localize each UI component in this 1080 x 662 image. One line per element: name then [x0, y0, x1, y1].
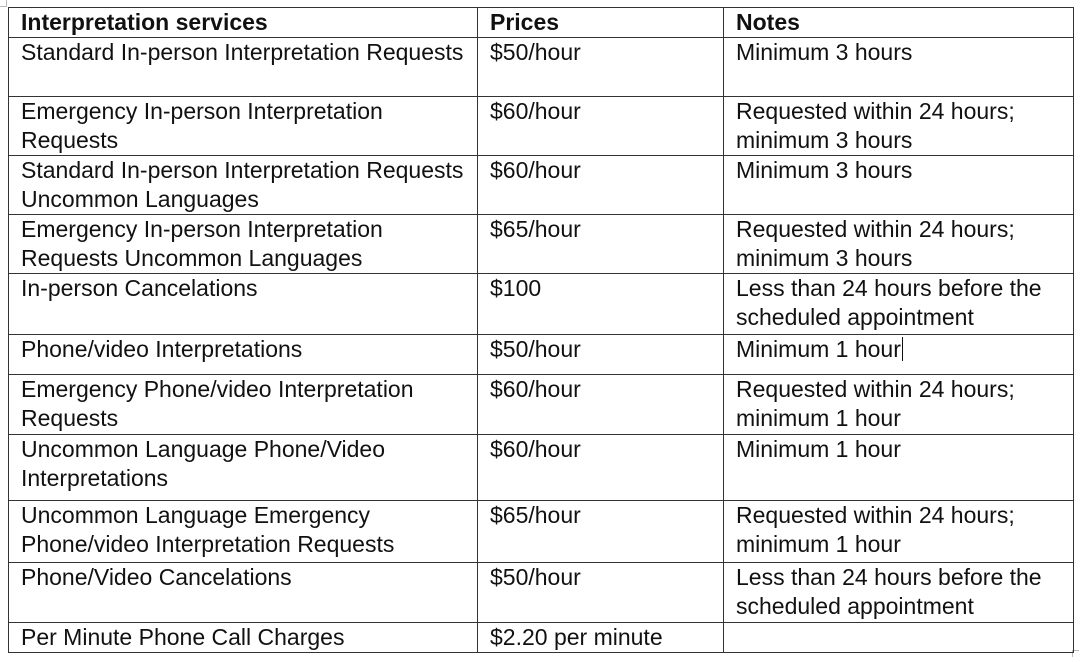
cell-service[interactable]: Standard In-person Interpretation Requests Uncommon Languages	[9, 156, 478, 215]
table-row	[9, 375, 1074, 435]
cell-price[interactable]: $60/hour	[478, 97, 724, 156]
cell-service[interactable]: In-person Cancelations	[9, 274, 478, 335]
cell-notes[interactable]: Minimum 3 hours	[724, 156, 1074, 215]
cell-notes[interactable]: Less than 24 hours before the scheduled appointment	[724, 274, 1074, 335]
cell-service[interactable]: Emergency Phone/video Interpretation Requests	[9, 375, 478, 435]
cell-price[interactable]: $60/hour	[478, 435, 724, 501]
cell-service[interactable]: Uncommon Language Phone/Video Interpretations	[9, 435, 478, 501]
cell-notes[interactable]: Minimum 3 hours	[724, 38, 1074, 97]
cell-notes[interactable]: Minimum 1 hour	[724, 335, 1074, 375]
cell-price[interactable]: $2.20 per minute	[478, 623, 724, 653]
cell-notes[interactable]: Less than 24 hours before the scheduled appointment	[724, 563, 1074, 623]
cell-service[interactable]: Per Minute Phone Call Charges	[9, 623, 478, 653]
header-notes[interactable]: Notes	[724, 8, 1074, 38]
cell-price[interactable]: $100	[478, 274, 724, 335]
cell-price[interactable]: $50/hour	[478, 563, 724, 623]
text-cursor	[902, 337, 903, 361]
table-row	[9, 501, 1074, 563]
cell-notes[interactable]	[724, 623, 1074, 653]
page-corner-mark	[0, 0, 7, 7]
cell-notes[interactable]: Requested within 24 hours; minimum 1 hour	[724, 375, 1074, 435]
header-row	[9, 8, 1074, 38]
table-row	[9, 563, 1074, 623]
cell-notes[interactable]: Requested within 24 hours; minimum 3 hours	[724, 97, 1074, 156]
table-row	[9, 623, 1074, 653]
pricing-table	[8, 7, 1074, 653]
cell-price[interactable]: $50/hour	[478, 38, 724, 97]
table-row	[9, 156, 1074, 215]
cell-price[interactable]: $50/hour	[478, 335, 724, 375]
cell-service[interactable]: Emergency In-person Interpretation Requests	[9, 97, 478, 156]
table-row	[9, 97, 1074, 156]
cell-notes[interactable]: Requested within 24 hours; minimum 3 hours	[724, 215, 1074, 274]
cell-price[interactable]: $60/hour	[478, 375, 724, 435]
table-row	[9, 38, 1074, 97]
table-row	[9, 274, 1074, 335]
table-row	[9, 215, 1074, 274]
table-row	[9, 435, 1074, 501]
table-row	[9, 335, 1074, 375]
cell-notes[interactable]: Minimum 1 hour	[724, 435, 1074, 501]
cell-price[interactable]: $65/hour	[478, 501, 724, 563]
cell-service[interactable]: Uncommon Language Emergency Phone/video Interpretation Requests	[9, 501, 478, 563]
cell-service[interactable]: Standard In-person Interpretation Requests	[9, 38, 478, 97]
header-services[interactable]: Interpretation services	[9, 8, 478, 38]
cell-price[interactable]: $65/hour	[478, 215, 724, 274]
cell-service[interactable]: Phone/video Interpretations	[9, 335, 478, 375]
cell-price[interactable]: $60/hour	[478, 156, 724, 215]
header-prices[interactable]: Prices	[478, 8, 724, 38]
cell-service[interactable]: Emergency In-person Interpretation Requests Uncommon Languages	[9, 215, 478, 274]
cell-service[interactable]: Phone/Video Cancelations	[9, 563, 478, 623]
cell-notes[interactable]: Requested within 24 hours; minimum 1 hour	[724, 501, 1074, 563]
